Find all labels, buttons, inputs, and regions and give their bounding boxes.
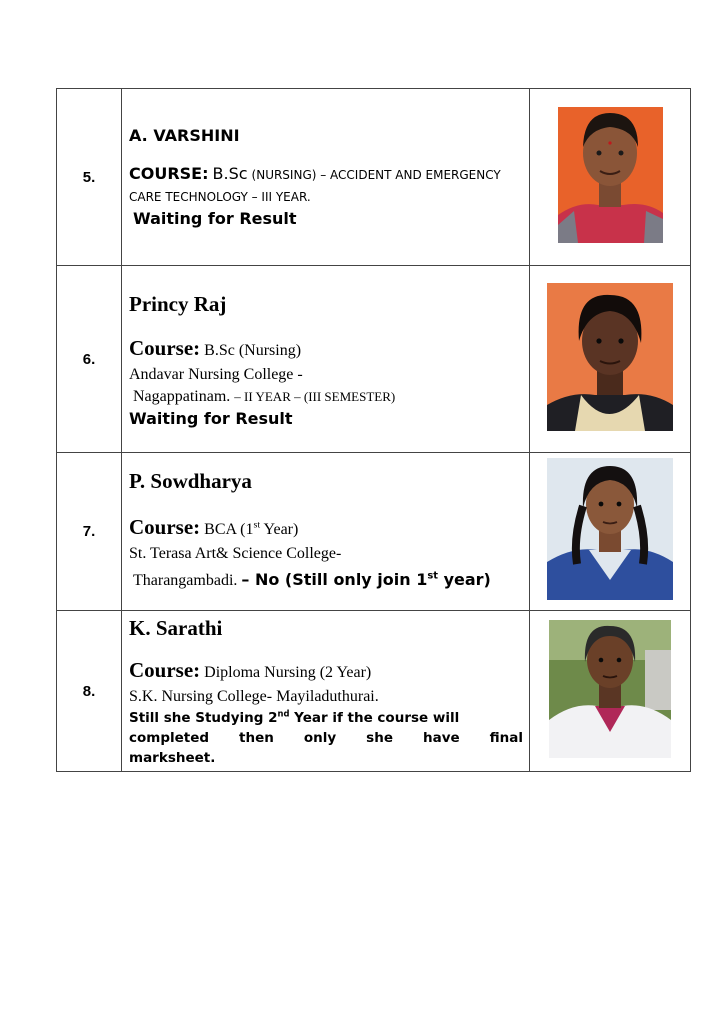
college-name: St. Terasa Art& Science College- — [129, 544, 342, 562]
course-label: Course: — [129, 335, 201, 360]
status-line-1-suffix: Year if the course will — [289, 709, 460, 726]
student-info — [122, 266, 530, 453]
status-line-1: Still she Studying 2 — [129, 709, 278, 726]
row-number: 7. — [57, 453, 122, 611]
course-label: COURSE: — [129, 164, 209, 183]
student-photo-sarathi — [549, 620, 671, 758]
student-info — [122, 453, 530, 611]
course-label: Course: — [129, 514, 201, 539]
table-row — [57, 266, 691, 453]
college-name: Andavar Nursing College - — [129, 365, 303, 383]
student-name: Princy Raj — [129, 291, 227, 316]
college-location: Tharangambadi. — [133, 571, 238, 589]
status-line-2: completed then only she have final — [129, 729, 523, 746]
college-location: Nagappatinam. — [133, 387, 231, 405]
table-row — [57, 611, 691, 772]
row-number: 6. — [57, 266, 122, 453]
college-name: S.K. Nursing College- Mayiladuthurai. — [129, 687, 379, 705]
course-name-suffix: Year) — [260, 520, 299, 538]
status-line-3: marksheet. — [129, 749, 216, 766]
student-name: P. Sowdharya — [129, 468, 252, 493]
result-status: – No (Still only join 1 — [241, 569, 428, 589]
student-photo-varshini — [558, 107, 663, 243]
course-name: B.Sc (Nursing) — [204, 341, 302, 359]
course-label: Course: — [129, 657, 201, 682]
course-name-superscript: st — [253, 519, 261, 531]
result-status-suffix: year) — [438, 569, 491, 589]
year-semester: – II YEAR – (III SEMESTER) — [234, 388, 396, 404]
course-name: BCA (1 — [204, 520, 254, 538]
student-photo-princy — [547, 283, 673, 431]
course-name: Diploma Nursing (2 Year) — [204, 663, 372, 681]
status-line-1-superscript: nd — [277, 708, 290, 718]
result-status — [129, 708, 523, 728]
table-row — [57, 89, 691, 266]
result-status: Waiting for Result — [133, 209, 297, 228]
row-number: 5. — [57, 89, 122, 266]
student-info — [122, 611, 530, 772]
student-name: A. VARSHINI — [129, 126, 240, 145]
table-row — [57, 453, 691, 611]
student-name: K. Sarathi — [129, 615, 223, 640]
student-photo-sowdharya — [547, 458, 673, 600]
result-status: Waiting for Result — [129, 408, 293, 428]
result-status-superscript: st — [427, 570, 438, 582]
course-detail: (NURSING) – ACCIDENT AND EMERGENCY — [251, 168, 501, 182]
course-name: B.Sc — [212, 164, 248, 183]
course-detail-2: CARE TECHNOLOGY – III YEAR. — [129, 190, 311, 204]
student-info — [122, 89, 530, 266]
row-number: 8. — [57, 611, 122, 772]
student-table — [56, 88, 691, 772]
